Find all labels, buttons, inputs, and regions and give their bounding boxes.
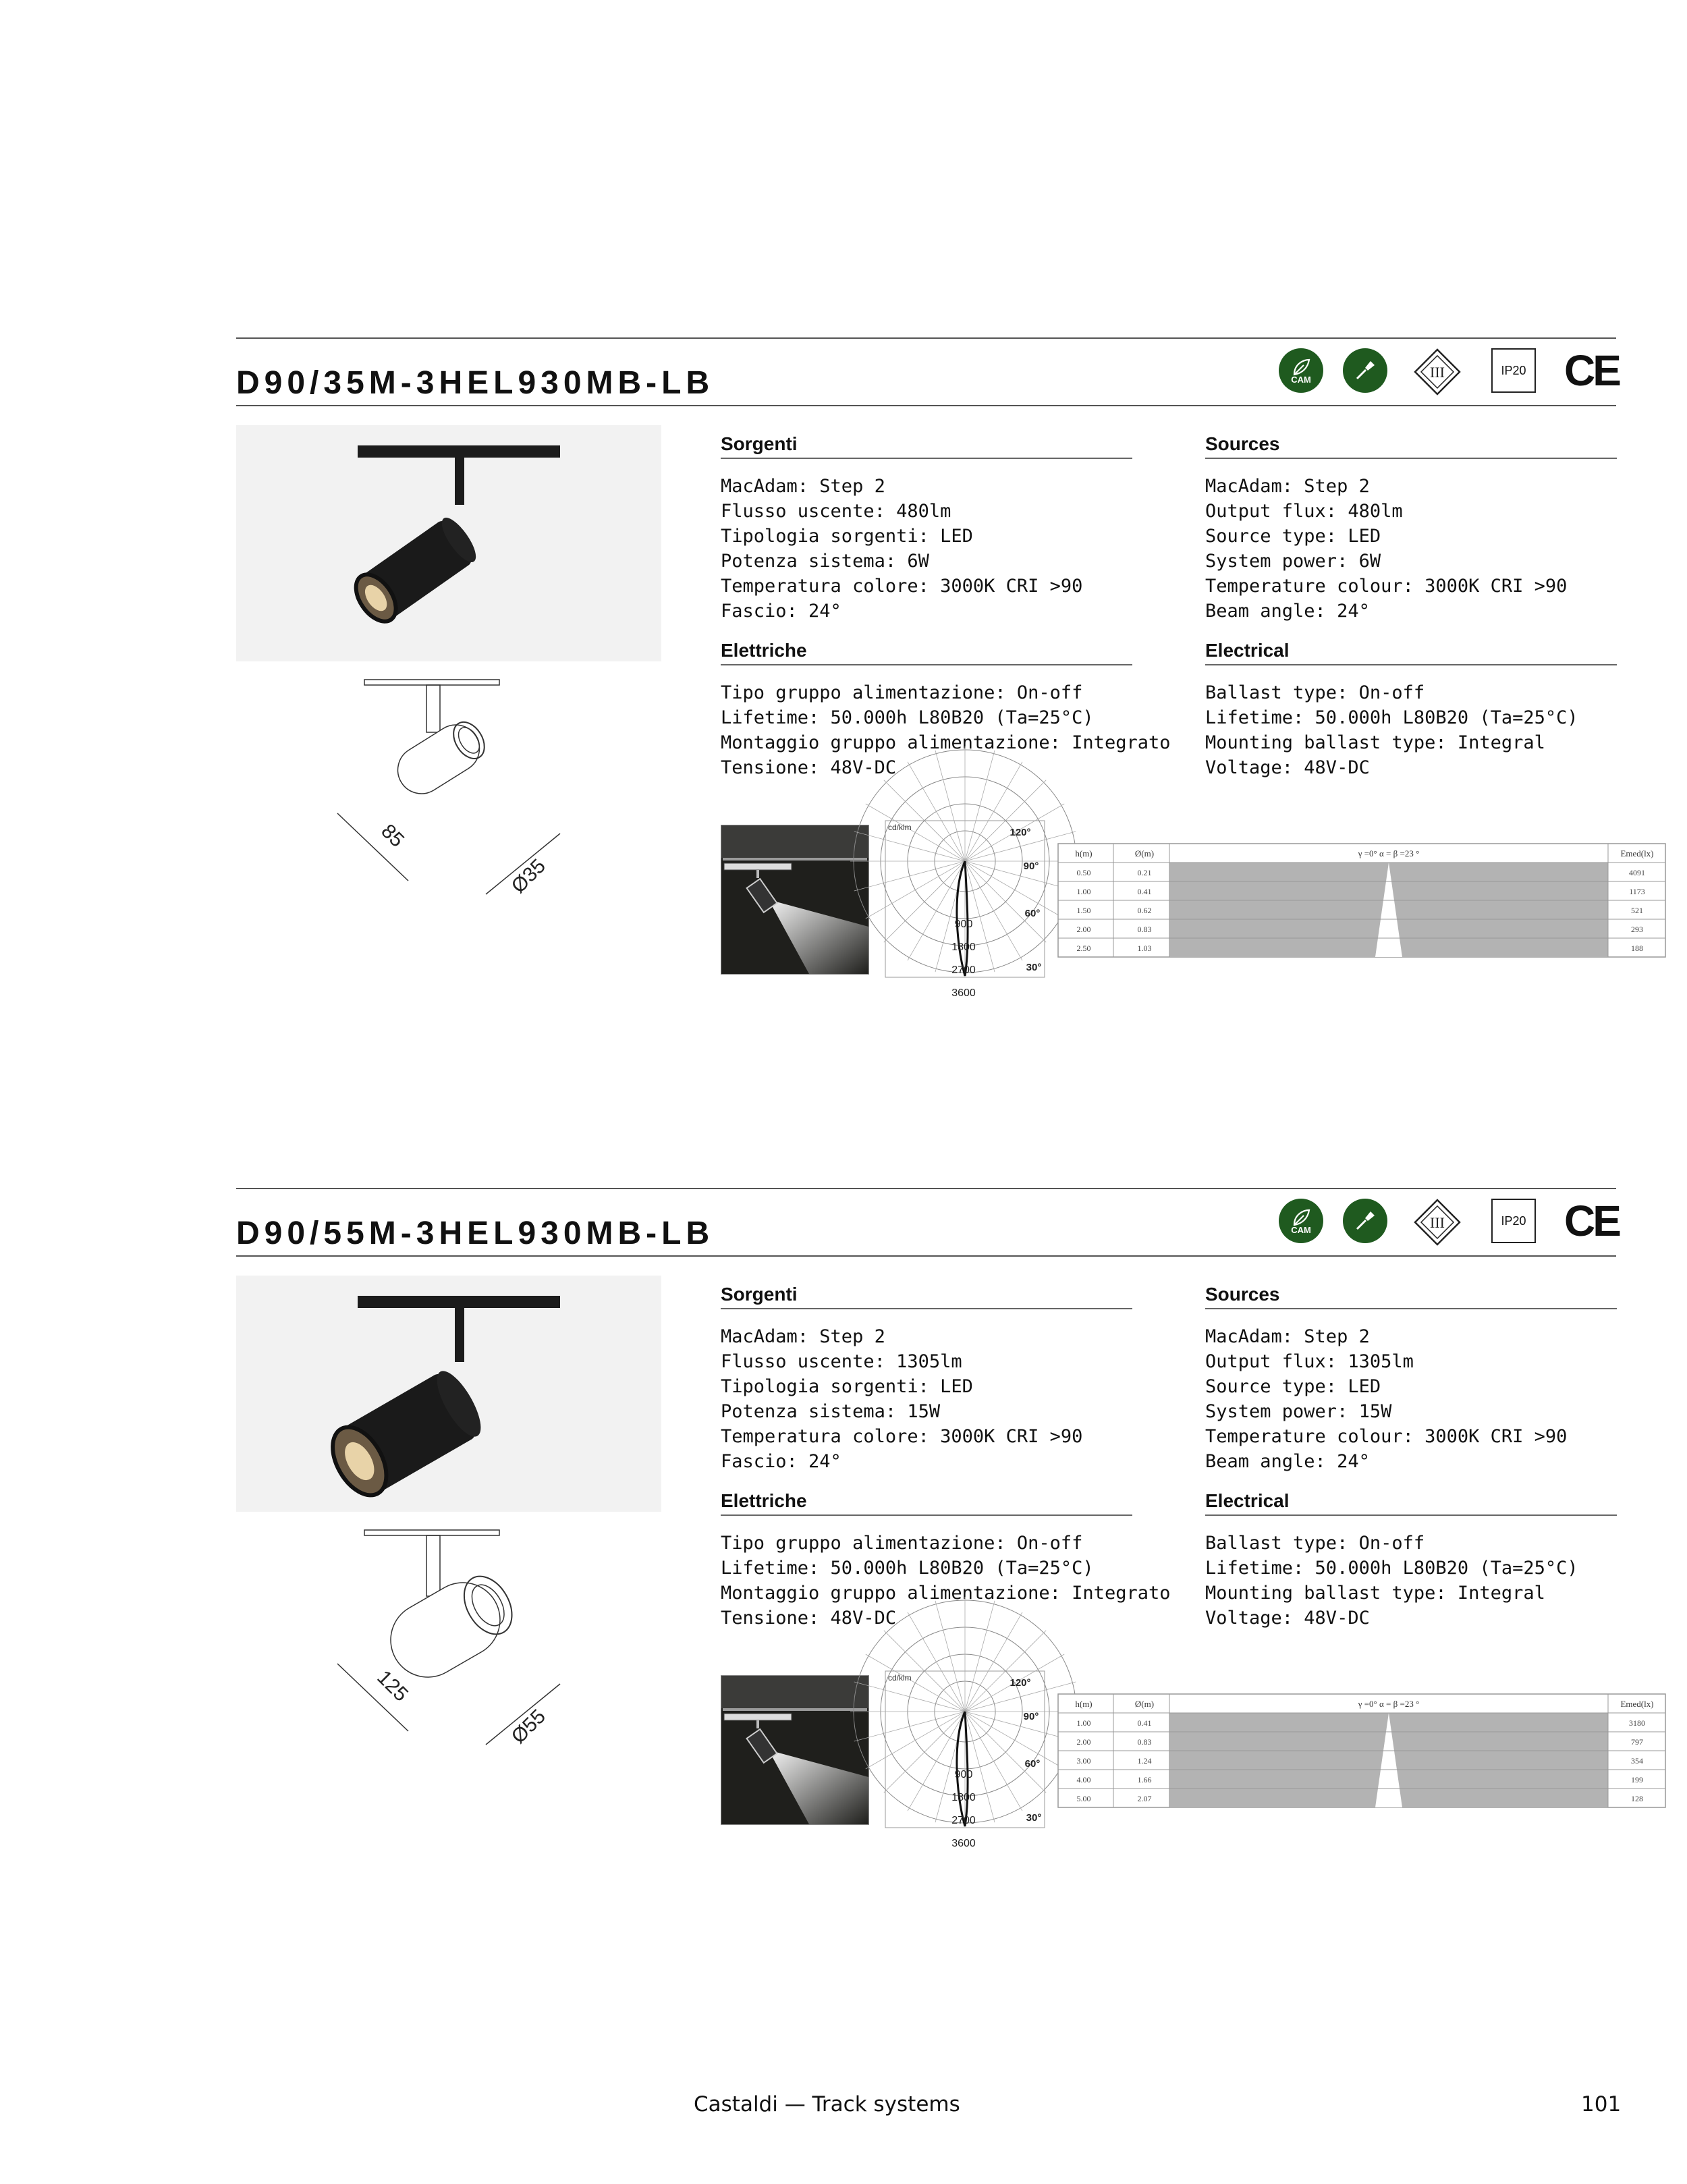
source-spec-it: Flusso uscente: 1305lm [721, 1351, 962, 1372]
source-spec-it: Fascio: 24° [721, 601, 841, 622]
source-spec-it: Tipologia sorgenti: LED [721, 526, 973, 547]
source-spec-en: Beam angle: 24° [1205, 601, 1370, 622]
polar-diagram [885, 1671, 1045, 1849]
product-block-2 [0, 1188, 1687, 1863]
table-header: Emed(lx) [1620, 1699, 1654, 1709]
polar-angle-label: 60° [1024, 1758, 1041, 1770]
class-iii-badge [1414, 348, 1461, 398]
table-cell: 1.00 [1076, 887, 1091, 896]
stem [455, 1308, 464, 1362]
polar-angle-label: 90° [1023, 861, 1039, 872]
source-spec-en: Source type: LED [1205, 1376, 1381, 1397]
source-spec-it: MacAdam: Step 2 [721, 476, 885, 497]
electrical-spec-en: Voltage: 48V-DC [1205, 1608, 1370, 1629]
table-cell: 4.00 [1076, 1775, 1091, 1784]
table-cell: 293 [1631, 925, 1643, 934]
sources-title-it: Sorgenti [721, 433, 1132, 459]
header-rule [236, 1255, 1616, 1257]
table-cell: 797 [1631, 1737, 1643, 1747]
spotlight-body [348, 513, 482, 628]
product-code: D90/35M-3HEL930MB-LB [236, 365, 715, 401]
table-header: Ø(m) [1134, 848, 1155, 858]
polar-ring-label: 3600 [951, 1838, 976, 1849]
track-outline [364, 680, 499, 685]
beam-render [721, 1675, 869, 1825]
class-iii-icon [1414, 348, 1461, 395]
table-cell: 3180 [1629, 1718, 1645, 1728]
table-header: h(m) [1075, 848, 1093, 858]
source-spec-it: Tipologia sorgenti: LED [721, 1376, 973, 1397]
source-spec-en: System power: 6W [1205, 551, 1381, 572]
table-cell: 1.24 [1137, 1756, 1152, 1766]
body-outline [389, 713, 493, 802]
sources-title-en: Sources [1205, 433, 1617, 459]
track-rail [358, 1296, 560, 1308]
top-rule [236, 1188, 1616, 1189]
spotlight-body [322, 1365, 489, 1504]
polar-ring-label: 2700 [951, 1815, 976, 1826]
source-spec-it: Flusso uscente: 480lm [721, 501, 951, 522]
polar-angle-label: 30° [1026, 962, 1042, 973]
source-spec-en: Temperature colour: 3000K CRI >90 [1205, 1426, 1568, 1447]
table-cell: 188 [1631, 944, 1643, 953]
source-spec-en: Beam angle: 24° [1205, 1451, 1370, 1472]
screwdriver-icon [1350, 356, 1380, 385]
product-block-1 [0, 337, 1687, 1012]
table-cell: 1.03 [1137, 944, 1152, 953]
source-spec-en: Source type: LED [1205, 526, 1381, 547]
table-cell: 1173 [1629, 887, 1645, 896]
table-header: γ =0° α = β =23 ° [1358, 848, 1420, 858]
table-cell: 1.00 [1076, 1718, 1091, 1728]
class-iii-icon [1414, 1199, 1461, 1246]
polar-unit: cd/klm [888, 823, 912, 832]
body-outline [377, 1562, 525, 1691]
polar-unit: cd/klm [888, 1673, 912, 1683]
table-cell: 199 [1631, 1775, 1643, 1784]
top-rule [236, 337, 1616, 339]
stem [455, 458, 464, 505]
polar-ring-label: 1800 [951, 1792, 976, 1803]
table-cell: 521 [1631, 906, 1643, 915]
specs-english [1205, 1284, 1617, 1631]
electrical-title-it: Elettriche [721, 1490, 1132, 1516]
electrical-spec-it: Tensione: 48V-DC [721, 757, 897, 778]
table-header: Emed(lx) [1620, 848, 1654, 858]
screwdriver-icon [1350, 1206, 1380, 1236]
sources-title-en: Sources [1205, 1284, 1617, 1309]
ip-rating-badge: IP20 [1491, 1199, 1536, 1243]
electrical-spec-it: Lifetime: 50.000h L80B20 (Ta=25°C) [721, 707, 1094, 728]
product-photo [236, 425, 661, 661]
table-cell: 0.83 [1137, 1737, 1152, 1747]
source-spec-en: Output flux: 480lm [1205, 501, 1403, 522]
stem-outline [426, 685, 440, 732]
specs-italian [721, 1284, 1171, 1631]
table-cell: 0.41 [1137, 887, 1152, 896]
polar-ring-label: 2700 [951, 964, 976, 976]
electrical-spec-en: Lifetime: 50.000h L80B20 (Ta=25°C) [1205, 1558, 1578, 1579]
length-label: 125 [372, 1666, 413, 1706]
ce-mark: CE [1564, 346, 1619, 395]
table-cell: 0.21 [1137, 868, 1152, 877]
table-cell: 0.41 [1137, 1718, 1152, 1728]
table-header: Ø(m) [1134, 1699, 1155, 1709]
product-code: D90/55M-3HEL930MB-LB [236, 1216, 715, 1251]
source-spec-it: Temperatura colore: 3000K CRI >90 [721, 1426, 1083, 1447]
screwdriver-badge [1343, 1199, 1387, 1243]
electrical-spec-it: Tensione: 48V-DC [721, 1608, 897, 1629]
electrical-spec-it: Tipo gruppo alimentazione: On-off [721, 1533, 1083, 1554]
source-spec-it: Potenza sistema: 15W [721, 1401, 941, 1422]
polar-angle-label: 60° [1024, 908, 1041, 919]
track-outline [364, 1530, 499, 1535]
electrical-spec-en: Ballast type: On-off [1205, 682, 1425, 703]
source-spec-en: MacAdam: Step 2 [1205, 476, 1370, 497]
stem-outline [426, 1535, 440, 1596]
table-header: γ =0° α = β =23 ° [1358, 1699, 1420, 1709]
length-dimension-line [337, 813, 408, 881]
table-cell: 1.66 [1137, 1775, 1152, 1784]
cam-badge: CAM [1279, 348, 1323, 393]
polar-angle-label: 30° [1026, 1812, 1042, 1824]
beam-table [1058, 1694, 1665, 1809]
electrical-spec-en: Voltage: 48V-DC [1205, 757, 1370, 778]
polar-angle-label: 90° [1023, 1711, 1039, 1722]
track-rail [358, 445, 560, 458]
electrical-spec-en: Mounting ballast type: Integral [1205, 1583, 1545, 1604]
specs-english [1205, 433, 1617, 780]
table-cell: 5.00 [1076, 1794, 1091, 1803]
table-cell: 128 [1631, 1794, 1643, 1803]
page-number: 101 [1581, 2092, 1622, 2117]
table-cell: 0.62 [1137, 906, 1152, 915]
electrical-spec-en: Lifetime: 50.000h L80B20 (Ta=25°C) [1205, 707, 1578, 728]
source-spec-en: Output flux: 1305lm [1205, 1351, 1414, 1372]
polar-ring-label: 3600 [951, 987, 976, 999]
beam-table [1058, 844, 1665, 958]
electrical-spec-it: Montaggio gruppo alimentazione: Integrato [721, 732, 1171, 753]
ip-rating-badge: IP20 [1491, 348, 1536, 393]
electrical-spec-en: Ballast type: On-off [1205, 1533, 1425, 1554]
table-cell: 1.50 [1076, 906, 1091, 915]
table-cell: 2.50 [1076, 944, 1091, 953]
class-iii-badge [1414, 1199, 1461, 1249]
product-photo [236, 1276, 661, 1512]
polar-angle-label: 120° [1010, 827, 1031, 838]
table-cell: 2.00 [1076, 925, 1091, 934]
screwdriver-badge [1343, 348, 1387, 393]
polar-ring-label: 1800 [951, 941, 976, 953]
table-cell: 4091 [1629, 868, 1645, 877]
ce-mark: CE [1564, 1197, 1619, 1245]
table-cell: 0.83 [1137, 925, 1152, 934]
table-cell: 2.07 [1137, 1794, 1152, 1803]
diameter-label: Ø55 [507, 1705, 551, 1749]
svg-text:III: III [1430, 364, 1445, 381]
source-spec-it: MacAdam: Step 2 [721, 1326, 885, 1347]
electrical-title-en: Electrical [1205, 1490, 1617, 1516]
header-rule [236, 405, 1616, 406]
electrical-title-it: Elettriche [721, 640, 1132, 665]
table-header: h(m) [1075, 1699, 1093, 1709]
dimension-drawing [236, 1529, 661, 1772]
electrical-spec-en: Mounting ballast type: Integral [1205, 732, 1545, 753]
table-cell: 3.00 [1076, 1756, 1091, 1766]
polar-diagram [885, 821, 1045, 999]
beam-render [721, 825, 869, 975]
specs-italian [721, 433, 1171, 780]
electrical-spec-it: Montaggio gruppo alimentazione: Integrato [721, 1583, 1171, 1604]
diameter-label: Ø35 [507, 854, 551, 898]
table-cell: 0.50 [1076, 868, 1091, 877]
electrical-spec-it: Lifetime: 50.000h L80B20 (Ta=25°C) [721, 1558, 1094, 1579]
source-spec-en: System power: 15W [1205, 1401, 1392, 1422]
source-spec-en: MacAdam: Step 2 [1205, 1326, 1370, 1347]
cam-badge: CAM [1279, 1199, 1323, 1243]
table-cell: 354 [1631, 1756, 1643, 1766]
polar-ring-label: 900 [954, 1769, 973, 1780]
length-label: 85 [377, 819, 409, 852]
source-spec-it: Temperatura colore: 3000K CRI >90 [721, 576, 1083, 597]
footer-title: Castaldi — Track systems [694, 2092, 960, 2117]
svg-text:III: III [1430, 1214, 1445, 1231]
table-cell: 2.00 [1076, 1737, 1091, 1747]
source-spec-it: Fascio: 24° [721, 1451, 841, 1472]
electrical-spec-it: Tipo gruppo alimentazione: On-off [721, 682, 1083, 703]
dimension-drawing [236, 678, 661, 921]
electrical-title-en: Electrical [1205, 640, 1617, 665]
polar-angle-label: 120° [1010, 1677, 1031, 1689]
polar-ring-label: 900 [954, 919, 973, 930]
source-spec-en: Temperature colour: 3000K CRI >90 [1205, 576, 1568, 597]
sources-title-it: Sorgenti [721, 1284, 1132, 1309]
source-spec-it: Potenza sistema: 6W [721, 551, 929, 572]
